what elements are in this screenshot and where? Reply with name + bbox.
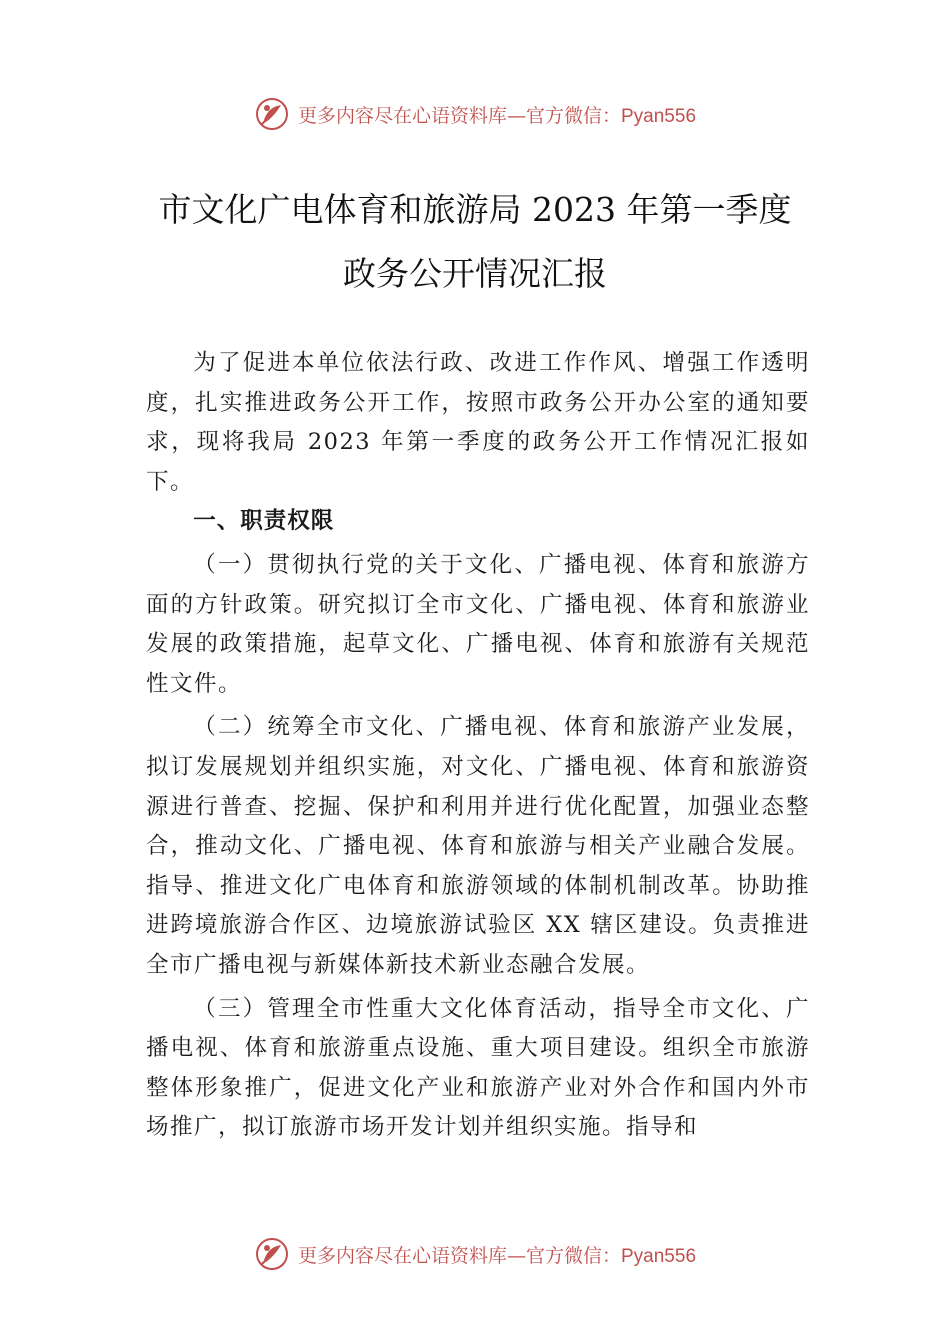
watermark-footer xyxy=(0,1236,950,1272)
title-line-1: 市文化广电体育和旅游局 2023 年第一季度 xyxy=(158,190,792,229)
watermark-wechat-id: Pyan556 xyxy=(621,105,697,127)
duty-item-3: （三）管理全市性重大文化体育活动，指导全市文化、广播电视、体育和旅游重点设施、重大项目建设。组织全市旅游整体形象推广，促进文化产业和旅游产业对外合作和国内外市场推广，拟订旅游市场开发计划并组织实施。指导和 xyxy=(146,995,810,1141)
title-line-2: 政务公开情况汇报 xyxy=(343,254,607,293)
watermark-text xyxy=(298,101,696,128)
intro-paragraph: 为了促进本单位依法行政、改进工作作风、增强工作透明度，扎实推进政务公开工作，按照市政务公开办公室的通知要求，现将我局 2023 年第一季度的政务公开工作情况汇报如下。 xyxy=(146,350,810,495)
watermark-header xyxy=(0,96,950,132)
watermark-label: 更多内容尽在心语资料库—官方微信： xyxy=(297,1244,621,1267)
watermark-text xyxy=(298,1241,696,1268)
document-title xyxy=(0,178,950,306)
watermark-wechat-id: Pyan556 xyxy=(621,1245,697,1267)
document-body xyxy=(146,344,810,1148)
duty-item-2: （二）统筹全市文化、广播电视、体育和旅游产业发展，拟订发展规划并组织实施，对文化、广播电视、体育和旅游资源进行普查、挖掘、保护和利用并进行优化配置，加强业态整合，推动文化、广播电视、体育和旅游与相关产业融合发展。指导、推进文化广电体育和旅游领域的体制机制改革。协助推进跨境旅游合作区、边境旅游试验区 XX 辖区建设。负责推进全市广播电视与新媒体新技术新业态融合发展。 xyxy=(146,714,810,978)
flower-seal-icon xyxy=(254,96,290,132)
watermark-label: 更多内容尽在心语资料库—官方微信： xyxy=(297,104,621,127)
duty-item-1: （一）贯彻执行党的关于文化、广播电视、体育和旅游方面的方针政策。研究拟订全市文化、广播电视、体育和旅游业发展的政策措施，起草文化、广播电视、体育和旅游有关规范性文件。 xyxy=(146,551,810,697)
flower-seal-icon xyxy=(254,1236,290,1272)
section-heading: 一、职责权限 xyxy=(193,508,335,535)
